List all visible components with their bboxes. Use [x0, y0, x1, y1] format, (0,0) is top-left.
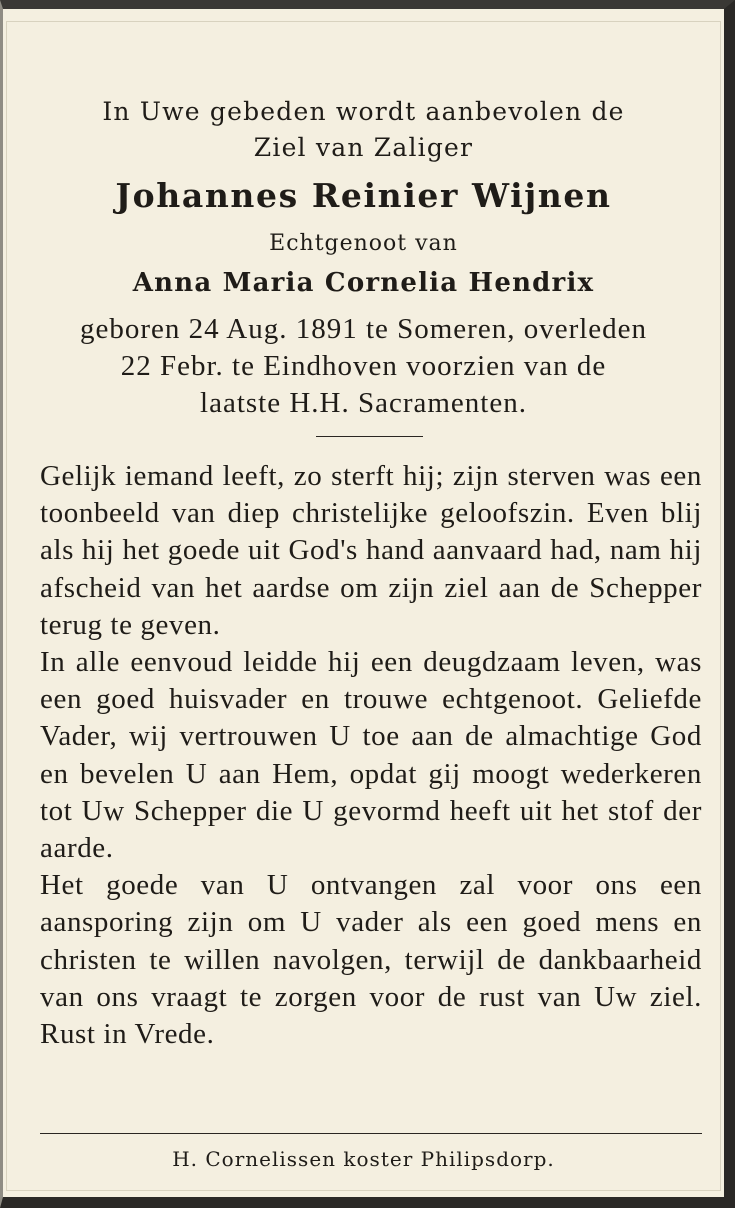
- memorial-paragraph-2: In alle eenvoud leidde hij een deugdzaam leven, was een goed huisvader en trouwe echtgenoot. Geliefde Vader, wij vertrouwen U toe aan de almachtige God en bevelen U aan Hem, opdat gij moogt wederkeren tot Uw Schepper die U gevormd heeft uit het stof der aarde.: [40, 646, 702, 865]
- spouse-name: Anna Maria Cornelia Hendrix: [132, 268, 595, 298]
- prayer-heading-line-1: In Uwe gebeden wordt aanbevolen de: [102, 97, 625, 126]
- prayer-heading-line-2: Ziel van Zaliger: [253, 133, 474, 162]
- ornamental-divider: [316, 436, 423, 437]
- memorial-paragraph-3: Het goede van U ontvangen zal voor ons een aansporing zijn om U vader als een goed mens en christen te willen navolgen, terwijl de dankbaarheid van ons vraagt te zorgen voor de rust van Uw ziel. Rust in Vrede.: [40, 869, 702, 1051]
- deceased-name: Johannes Reinier Wijnen: [115, 176, 612, 215]
- printer-credit: H. Cornelissen koster Philipsdorp.: [172, 1147, 555, 1171]
- birth-death-line-3: laatste H.H. Sacramenten.: [200, 387, 527, 419]
- footer-divider: [40, 1133, 702, 1134]
- memorial-text: [40, 458, 702, 1053]
- birth-death-line-1: geboren 24 Aug. 1891 te Someren, overleden: [79, 313, 648, 345]
- birth-death-line-2: 22 Febr. te Eindhoven voorzien van de: [120, 350, 607, 382]
- spouse-label: Echtgenoot van: [269, 231, 458, 256]
- memorial-paragraph-1: Gelijk iemand leeft, zo sterft hij; zijn sterven was een toonbeeld van diep christelijke geloofszin. Even blij als hij het goede uit God's hand aanvaard had, nam hij afscheid van het aardse om zijn ziel aan de Schepper terug te geven.: [40, 460, 702, 641]
